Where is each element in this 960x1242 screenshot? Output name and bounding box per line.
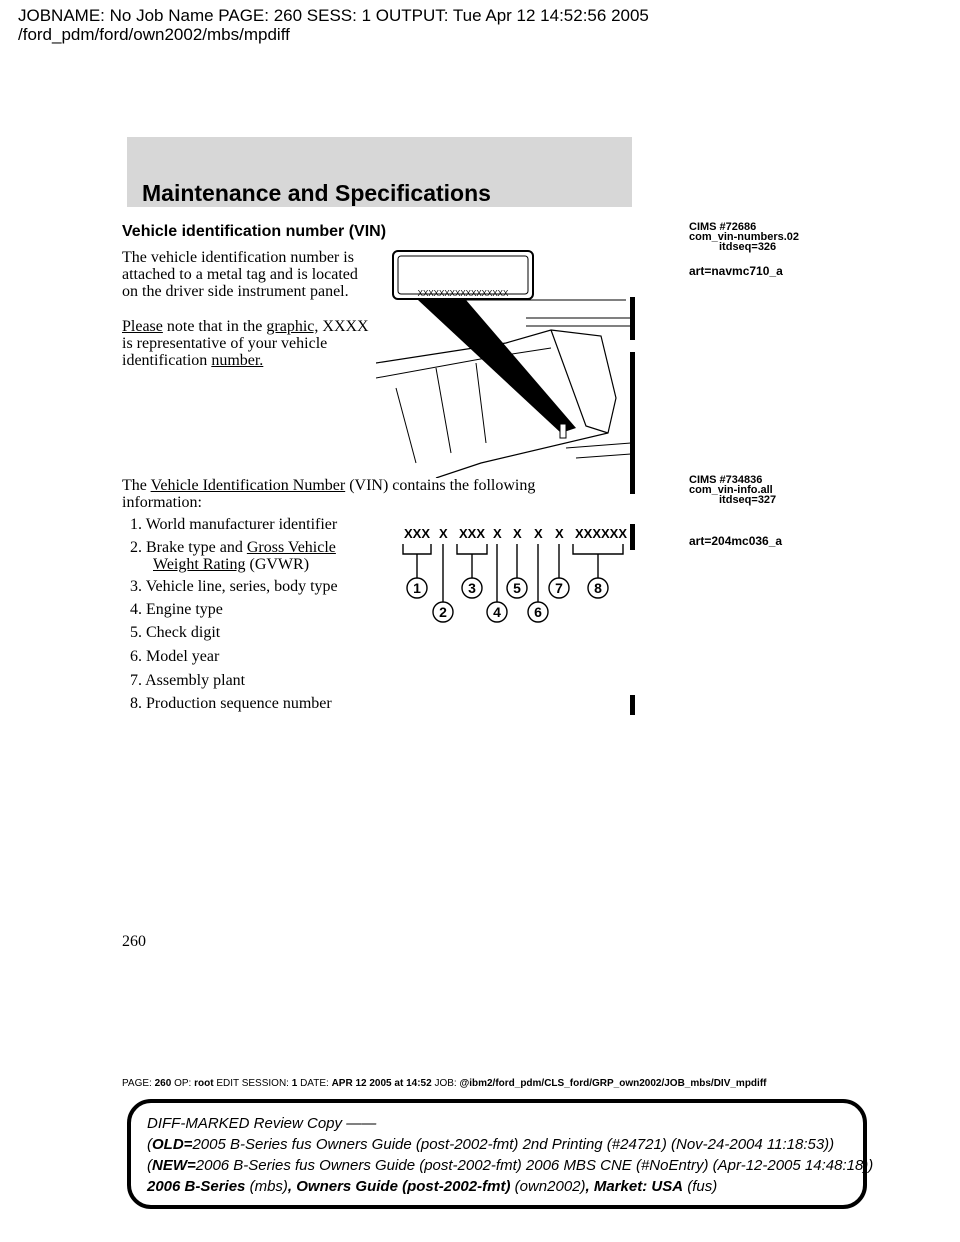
vin-breakdown-diagram bbox=[395, 522, 635, 632]
vin-callout-4: 4 bbox=[493, 604, 501, 620]
review-market: USA bbox=[651, 1178, 684, 1195]
vin-group-8: XXXXXX bbox=[575, 526, 628, 541]
review-title: DIFF-MARKED Review Copy —— bbox=[147, 1115, 377, 1132]
section-heading: Vehicle identification number (VIN) bbox=[122, 223, 387, 240]
cims-2-com: com_vin-info.all bbox=[689, 484, 773, 496]
footer-page-label: PAGE: bbox=[122, 1078, 152, 1089]
vin-group-6: X bbox=[534, 526, 543, 541]
vin-callout-6: 6 bbox=[534, 604, 542, 620]
vin-callout-7: 7 bbox=[555, 580, 563, 596]
list-item-2-link1: Gross Vehicle bbox=[246, 539, 336, 556]
list-item-3: 3. Vehicle line, series, body type bbox=[130, 578, 338, 595]
list-item-7: 7. Assembly plant bbox=[130, 672, 246, 689]
cims-1-seq: itdseq=326 bbox=[719, 241, 777, 253]
review-guide: , Owners Guide (post-2002-fmt) bbox=[287, 1178, 511, 1195]
footer-op-label: OP: bbox=[174, 1078, 192, 1089]
list-item-2 bbox=[130, 539, 336, 573]
list-item-8: 8. Production sequence number bbox=[130, 695, 332, 712]
cims-block-1 bbox=[689, 222, 799, 252]
review-copy-box bbox=[127, 1099, 874, 1209]
footer-op-value: root bbox=[194, 1078, 214, 1089]
note-text-2: XXXX is representative of your vehicle identification bbox=[122, 318, 369, 369]
review-new-line: (NEW=2006 B-Series fus Owners Guide (post-2002-fmt) 2006 MBS CNE (#NoEntry) (Apr-12-2005 14:48:18)) bbox=[147, 1157, 874, 1174]
footer-job-value: @ibm2/ford_pdm/CLS_ford/GRP_own2002/JOB_mbs/DIV_mpdiff bbox=[459, 1078, 767, 1089]
vin-callout-5: 5 bbox=[513, 580, 521, 596]
change-bar-3 bbox=[630, 524, 635, 550]
review-old-line: (OLD=2005 B-Series fus Owners Guide (post-2002-fmt) 2nd Printing (#24721) (Nov-24-2004 11:18:53)) bbox=[147, 1136, 835, 1153]
footer-info bbox=[122, 1078, 766, 1089]
cims-1-com: com_vin-numbers.02 bbox=[689, 231, 800, 243]
vin-contents-paragraph bbox=[122, 477, 582, 511]
footer-date-label: DATE: bbox=[300, 1078, 329, 1089]
footer-date-value: APR 12 2005 at 14:52 bbox=[331, 1078, 432, 1089]
vin-location-paragraph: The vehicle identification number is attached to a metal tag and is located on the driver side instrument panel. bbox=[122, 249, 358, 300]
cims-2-id: CIMS #734836 bbox=[689, 474, 763, 486]
art-label-1: art=navmc710_a bbox=[689, 264, 783, 278]
footer-session-value: 1 bbox=[291, 1078, 298, 1089]
contents-text-1: The bbox=[122, 477, 151, 494]
change-bar-4 bbox=[630, 695, 635, 715]
contents-text-2: (VIN) contains the following information: bbox=[122, 477, 536, 511]
review-summary-line bbox=[147, 1176, 847, 1197]
change-bar-1 bbox=[630, 297, 635, 340]
note-please: Please bbox=[122, 318, 163, 335]
contents-vin-link: Vehicle Identification Number bbox=[150, 477, 346, 494]
vin-callout-3: 3 bbox=[468, 580, 476, 596]
note-text-1: note that in the bbox=[162, 318, 267, 335]
vin-group-5: X bbox=[513, 526, 522, 541]
review-market-code: (fus) bbox=[683, 1178, 718, 1195]
list-item-1: 1. World manufacturer identifier bbox=[130, 516, 338, 533]
job-header bbox=[18, 6, 649, 44]
vin-callout-2: 2 bbox=[439, 604, 447, 620]
art-label-2: art=204mc036_a bbox=[689, 534, 783, 548]
list-item-5: 5. Check digit bbox=[130, 624, 221, 641]
list-item-2-text: 2. Brake type and bbox=[130, 539, 247, 556]
cims-block-2 bbox=[689, 475, 776, 505]
review-old-label: OLD= bbox=[152, 1136, 193, 1153]
vin-callout-8: 8 bbox=[594, 580, 602, 596]
vin-group-3: XXX bbox=[459, 526, 486, 541]
page-title: Maintenance and Specifications bbox=[142, 180, 491, 206]
note-number: number. bbox=[211, 352, 264, 369]
list-item-6: 6. Model year bbox=[130, 648, 220, 665]
change-bar-2 bbox=[630, 352, 635, 494]
vin-note-paragraph bbox=[122, 318, 372, 369]
vin-group-4: X bbox=[493, 526, 502, 541]
vin-group-2: X bbox=[439, 526, 448, 541]
job-header-line2: /ford_pdm/ford/own2002/mbs/mpdiff bbox=[18, 25, 290, 44]
list-item-2-tail: (GVWR) bbox=[245, 556, 310, 573]
vin-callout-1: 1 bbox=[413, 580, 421, 596]
cims-1-id: CIMS #72686 bbox=[689, 221, 757, 233]
list-item-2-link2: Weight Rating bbox=[153, 556, 246, 573]
note-graphic: graphic, bbox=[266, 318, 319, 335]
page-number: 260 bbox=[122, 933, 146, 950]
review-old-text: 2005 B-Series fus Owners Guide (post-2002-fmt) 2nd Printing (#24721) (Nov-24-2004 11:18:53)) bbox=[192, 1136, 835, 1153]
job-header-line1: JOBNAME: No Job Name PAGE: 260 SESS: 1 OUTPUT: Tue Apr 12 14:52:56 2005 bbox=[18, 6, 649, 25]
review-market-label: , Market: bbox=[585, 1178, 652, 1195]
footer-job-label: JOB: bbox=[434, 1078, 457, 1089]
footer-session-label: EDIT SESSION: bbox=[216, 1078, 289, 1089]
review-new-label: NEW= bbox=[152, 1157, 196, 1174]
vin-group-7: X bbox=[555, 526, 564, 541]
review-guide-code: (own2002) bbox=[510, 1178, 586, 1195]
vin-group-1: XXX bbox=[404, 526, 431, 541]
review-series: 2006 B-Series bbox=[147, 1178, 246, 1195]
review-new-text: 2006 B-Series fus Owners Guide (post-2002-fmt) 2006 MBS CNE (#NoEntry) (Apr-12-2005 14:48:18)) bbox=[195, 1157, 874, 1174]
footer-page-value: 260 bbox=[154, 1078, 172, 1089]
cims-2-seq: itdseq=327 bbox=[719, 494, 777, 506]
vin-location-illustration bbox=[376, 248, 646, 478]
list-item-4: 4. Engine type bbox=[130, 601, 223, 618]
review-series-code: (mbs) bbox=[245, 1178, 288, 1195]
vin-tag-text: XXXXXXXXXXXXXXXXX bbox=[417, 289, 509, 298]
